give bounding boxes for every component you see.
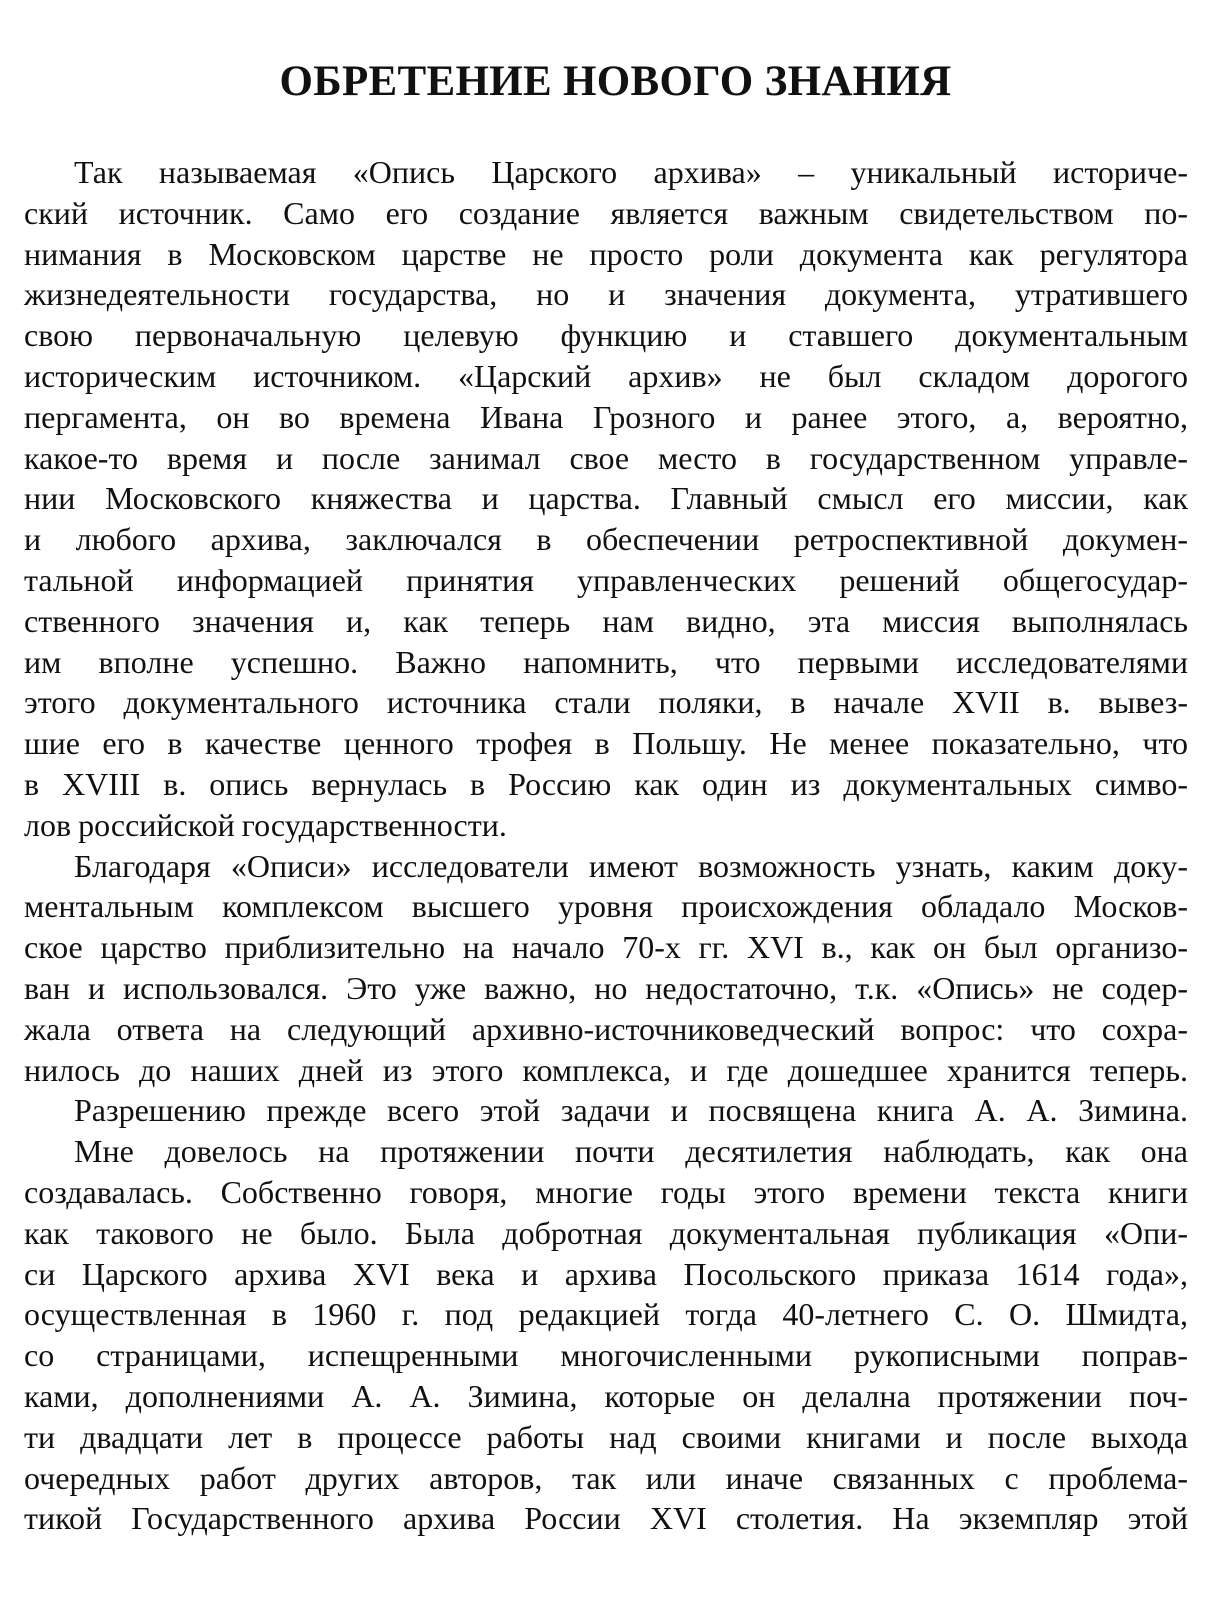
text-line: ский источник. Само его создание является важным свидетельством по- xyxy=(24,194,1188,231)
text-line: ственного значения и, как теперь нам видно, эта миссия выполнялась xyxy=(24,602,1188,639)
text-line: шие его в качестве ценного трофея в Польшу. Не менее показательно, что xyxy=(24,725,1188,762)
text-line: ван и использовался. Это уже важно, но недостаточно, т.к. «Опись» не содер- xyxy=(24,969,1188,1006)
text-line: этого документального источника стали поляки, в начале XVII в. вывез- xyxy=(24,684,1188,721)
text-line: ти двадцати лет в процессе работы над своими книгами и после выхода xyxy=(24,1418,1188,1455)
text-line: пергамента, он во времена Ивана Грозного и ранее этого, а, вероятно, xyxy=(24,398,1188,435)
text-line: ское царство приблизительно на начало 70-х гг. XVI в., как он был организо- xyxy=(24,929,1188,966)
text-line: историческим источником. «Царский архив» не был складом дорогого xyxy=(24,357,1188,394)
text-line: Мне довелось на протяжении почти десятилетия наблюдать, как она xyxy=(74,1133,1188,1170)
text-line: тикой Государственного архива России XVI столетия. На экземпляр этой xyxy=(24,1500,1188,1537)
text-line: им вполне успешно. Важно напомнить, что первыми исследователями xyxy=(24,643,1188,680)
text-line: Так называемая «Опись Царского архива» – уникальный историче- xyxy=(74,154,1188,190)
text-line: жизнедеятельности государства, но и значения документа, утратившего xyxy=(24,276,1188,313)
text-line: нимания в Московском царстве не просто роли документа как регулятора xyxy=(24,235,1188,272)
text-line: нии Московского княжества и царства. Главный смысл его миссии, как xyxy=(24,480,1188,517)
text-line: тальной информацией принятия управленческих решений общегосудар- xyxy=(24,561,1188,598)
text-line: в XVIII в. опись вернулась в Россию как один из документальных симво- xyxy=(24,765,1188,802)
text-line: нилось до наших дней из этого комплекса, и где дошедшее хранится теперь. xyxy=(24,1051,1188,1088)
text-line: очередных работ других авторов, так или иначе связанных с проблема- xyxy=(24,1459,1188,1496)
text-line: как такового не было. Была добротная документальная публикация «Опи- xyxy=(24,1214,1188,1251)
text-line: ментальным комплексом высшего уровня происхождения обладало Москов- xyxy=(24,888,1188,925)
page-title: ОБРЕТЕНИЕ НОВОГО ЗНАНИЯ xyxy=(279,58,952,105)
text-line: создавалась. Собственно говоря, многие годы этого времени текста книги xyxy=(24,1173,1188,1210)
text-line: какое-то время и после занимал свое место в государственном управле- xyxy=(24,439,1188,476)
text-line: Благодаря «Описи» исследователи имеют возможность узнать, каким доку- xyxy=(74,847,1188,884)
text-line: со страницами, испещренными многочисленными рукописными поправ- xyxy=(24,1337,1188,1374)
text-line: Разрешению прежде всего этой задачи и посвящена книга А. А. Зимина. xyxy=(74,1092,1188,1129)
text-line: свою первоначальную целевую функцию и ставшего документальным xyxy=(24,317,1188,354)
text-line: лов российской государственности. xyxy=(24,806,507,843)
text-line: си Царского архива XVI века и архива Посольского приказа 1614 года», xyxy=(24,1255,1188,1292)
body-text xyxy=(24,152,1188,1539)
text-line: жала ответа на следующий архивно-источниковедческий вопрос: что сохра- xyxy=(24,1010,1188,1047)
text-line: ками, дополнениями А. А. Зимина, которые он делална протяжении поч- xyxy=(24,1377,1188,1414)
text-line: и любого архива, заключался в обеспечении ретроспективной докумен- xyxy=(24,521,1188,558)
text-line: осуществленная в 1960 г. под редакцией тогда 40-летнего С. О. Шмидта, xyxy=(24,1296,1188,1333)
